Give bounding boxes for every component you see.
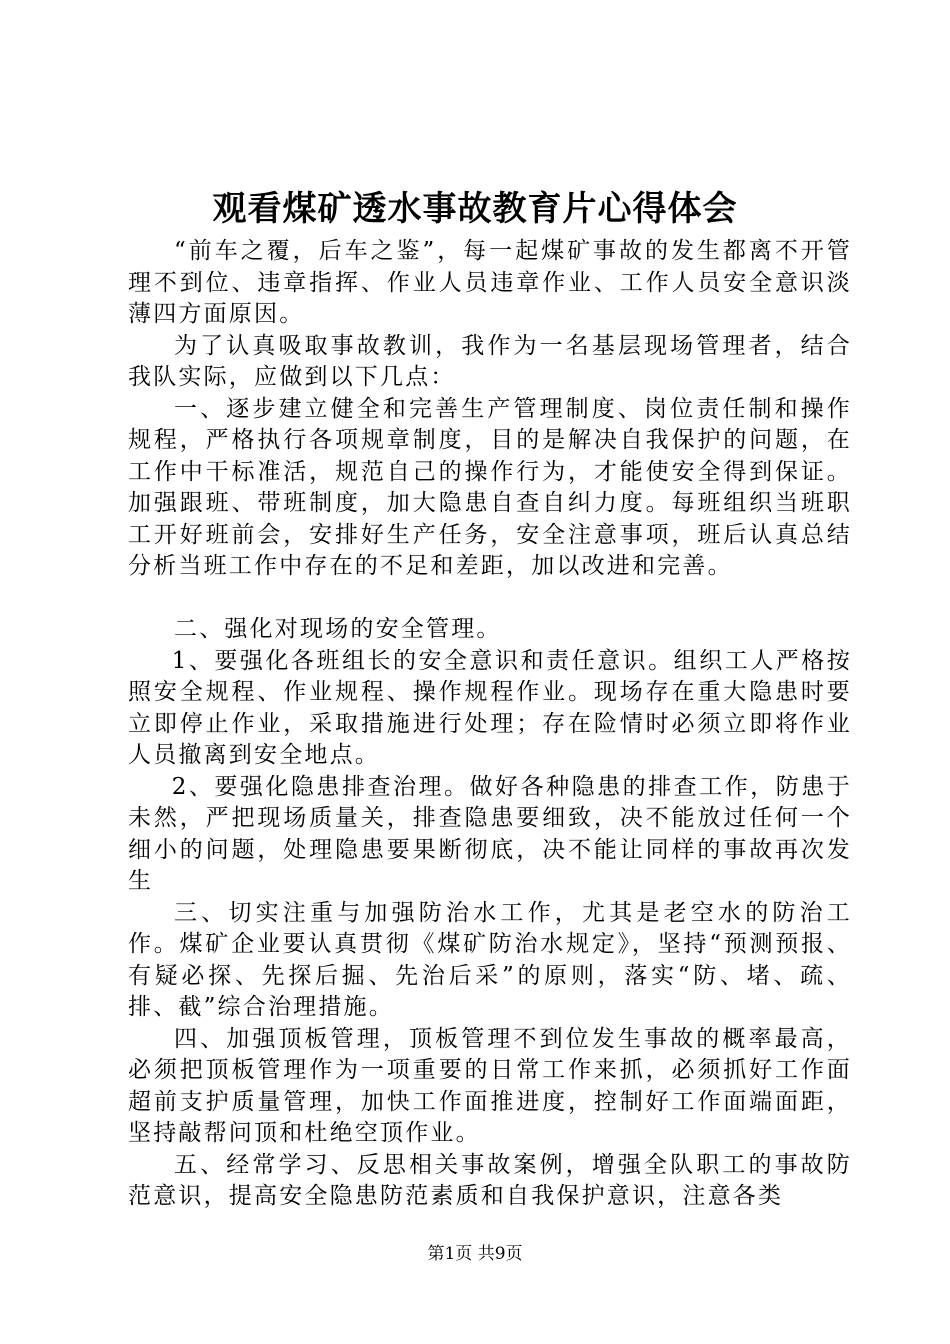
document-body bbox=[128, 236, 852, 1213]
paragraph-point-five: 五、经常学习、反思相关事故案例，增强全队职工的事故防范意识，提高安全隐患防范素质和自我保护意识，注意各类 bbox=[128, 1151, 852, 1209]
paragraph-commitment: 为了认真吸取事故教训，我作为一名基层现场管理者，结合我队实际，应做到以下几点： bbox=[128, 332, 852, 390]
paragraph-intro: “前车之覆，后车之鉴”，每一起煤矿事故的发生都离不开管理不到位、违章指挥、作业人员违章作业、工作人员安全意识淡薄四方面原因。 bbox=[128, 238, 852, 327]
paragraph-point-two-sub-two: 2、要强化隐患排查治理。做好各种隐患的排查工作，防患于未然，严把现场质量关，排查隐患要细致，决不能放过任何一个细小的问题，处理隐患要果断彻底，决不能让同样的事故再次发生 bbox=[128, 773, 852, 894]
paragraph-point-two: 二、强化对现场的安全管理。 bbox=[174, 616, 502, 642]
paragraph-point-four: 四、加强顶板管理，顶板管理不到位发生事故的概率最高，必须把顶板管理作为一项重要的日常工作来抓，必须抓好工作面超前支护质量管理，加快工作面推进度，控制好工作面端面距，坚持敲帮问顶和杜绝空顶作业。 bbox=[128, 1025, 852, 1146]
paragraph-point-three: 三、切实注重与加强防治水工作，尤其是老空水的防治工作。煤矿企业要认真贯彻《煤矿防治水规定》，坚持“预测预报、有疑必探、先探后掘、先治后采”的原则，落实“防、堵、疏、排、截”综合治理措施。 bbox=[128, 899, 852, 1020]
paragraph-point-one: 一、逐步建立健全和完善生产管理制度、岗位责任制和操作规程，严格执行各项规章制度，目的是解决自我保护的问题，在工作中干标准活，规范自己的操作行为，才能使安全得到保证。加强跟班、带班制度，加大隐患自查自纠力度。每班组织当班职工开好班前会，安排好生产任务，安全注意事项，班后认真总结分析当班工作中存在的不足和差距，加以改进和完善。 bbox=[128, 395, 852, 579]
page-number-footer: 第1页 共9页 bbox=[427, 1244, 523, 1264]
document-title: 观看煤矿透水事故教育片心得体会 bbox=[212, 189, 738, 229]
paragraph-point-two-sub-one: 1、要强化各班组长的安全意识和责任意识。组织工人严格按照安全规程、作业规程、操作规程作业。现场存在重大隐患时要立即停止作业，采取措施进行处理；存在险情时必须立即将作业人员撤离到安全地点。 bbox=[128, 647, 852, 768]
